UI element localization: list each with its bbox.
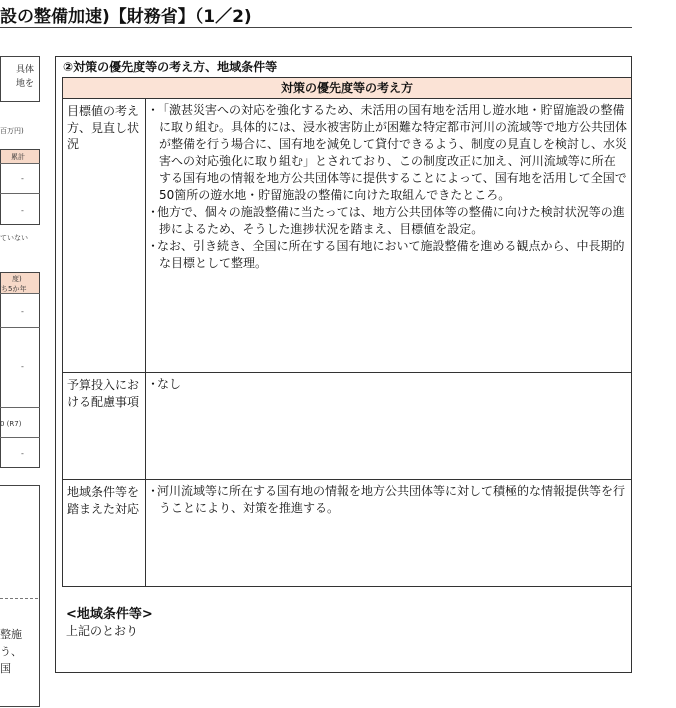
bullet-item: ・ 他方で、個々の施設整備に当たっては、地方公共団体等の整備に向けた検討状況等の進捗によるため、そうした進捗状況を踏まえ、目標値を設定。 [149, 204, 627, 238]
row-label: 目標値の考え方、見直し状況 [67, 104, 140, 151]
bullet-item: ・ 「激甚災害への対応を強化するため、未活用の国有地を活用し遊水地・貯留施設の整備に取り組む。具体的には、浸水被害防止が困難な特定都市河川の流域等で地方公共団体が整備を行う場合に、国有地を減免して貸付できるよう、制度の見直しを検討し、水災害への対応強化に取り組む」とされており、この制度改正に加え、河川流域等に所在する国有地の情報を地方公共団体等に提供することによって、国有地を活用して全国で50箇所の遊水地・貯留施設の整備に向けた取組んできたところ。 [149, 102, 627, 204]
bullet-item: ・ なし [149, 376, 627, 393]
row-label: 地域条件等を踏まえた対応 [67, 485, 140, 516]
left-bottom-line-3: 国 [0, 662, 11, 675]
conditions-heading: <地域条件等> [66, 607, 153, 622]
left-r7-label: 0 (R7) [0, 420, 22, 428]
left-cell: - [21, 174, 24, 183]
left-top-line-2: 地を [16, 79, 35, 89]
title-underline [0, 27, 632, 28]
table-row-budget [62, 373, 632, 480]
left-year-label: 度) [12, 275, 22, 283]
left-note: ていない [0, 234, 28, 242]
bullet-item: ・ なお、引き続き、全国に所在する国有地において施設整備を進める観点から、中長期的な目標として整理。 [149, 238, 627, 272]
row-body [149, 483, 627, 517]
row-body [149, 102, 627, 272]
left-unit: 百万円) [0, 127, 24, 135]
bullet-item: ・ 河川流域等に所在する国有地の情報を地方公共団体等に対して積極的な情報提供等を行うことにより、対策を推進する。 [149, 483, 627, 517]
left-bottom-line-1: 整施 [0, 628, 22, 641]
left-cell: - [21, 307, 24, 316]
left-subheader: ち5か年 [1, 285, 27, 293]
left-table-header: 累計 [11, 153, 25, 161]
row-label: 予算投入における配慮事項 [67, 378, 140, 409]
row-body [149, 376, 627, 393]
conditions-body: 上記のとおり [66, 624, 139, 638]
page-title: 設の整備加速)【財務省】（1／2) [0, 7, 252, 27]
section-heading: ②対策の優先度等の考え方、地域条件等 [63, 60, 278, 74]
left-cell: - [21, 449, 24, 458]
table-row-regional [62, 480, 632, 587]
table-header: 対策の優先度等の考え方 [62, 77, 632, 99]
left-cell: - [21, 362, 24, 371]
left-bottom-line-2: う、 [0, 645, 22, 658]
left-cell: - [21, 206, 24, 215]
table-row-target-values [62, 99, 632, 373]
left-top-line-1: 具体 [16, 65, 35, 75]
left-table-2 [0, 272, 40, 468]
